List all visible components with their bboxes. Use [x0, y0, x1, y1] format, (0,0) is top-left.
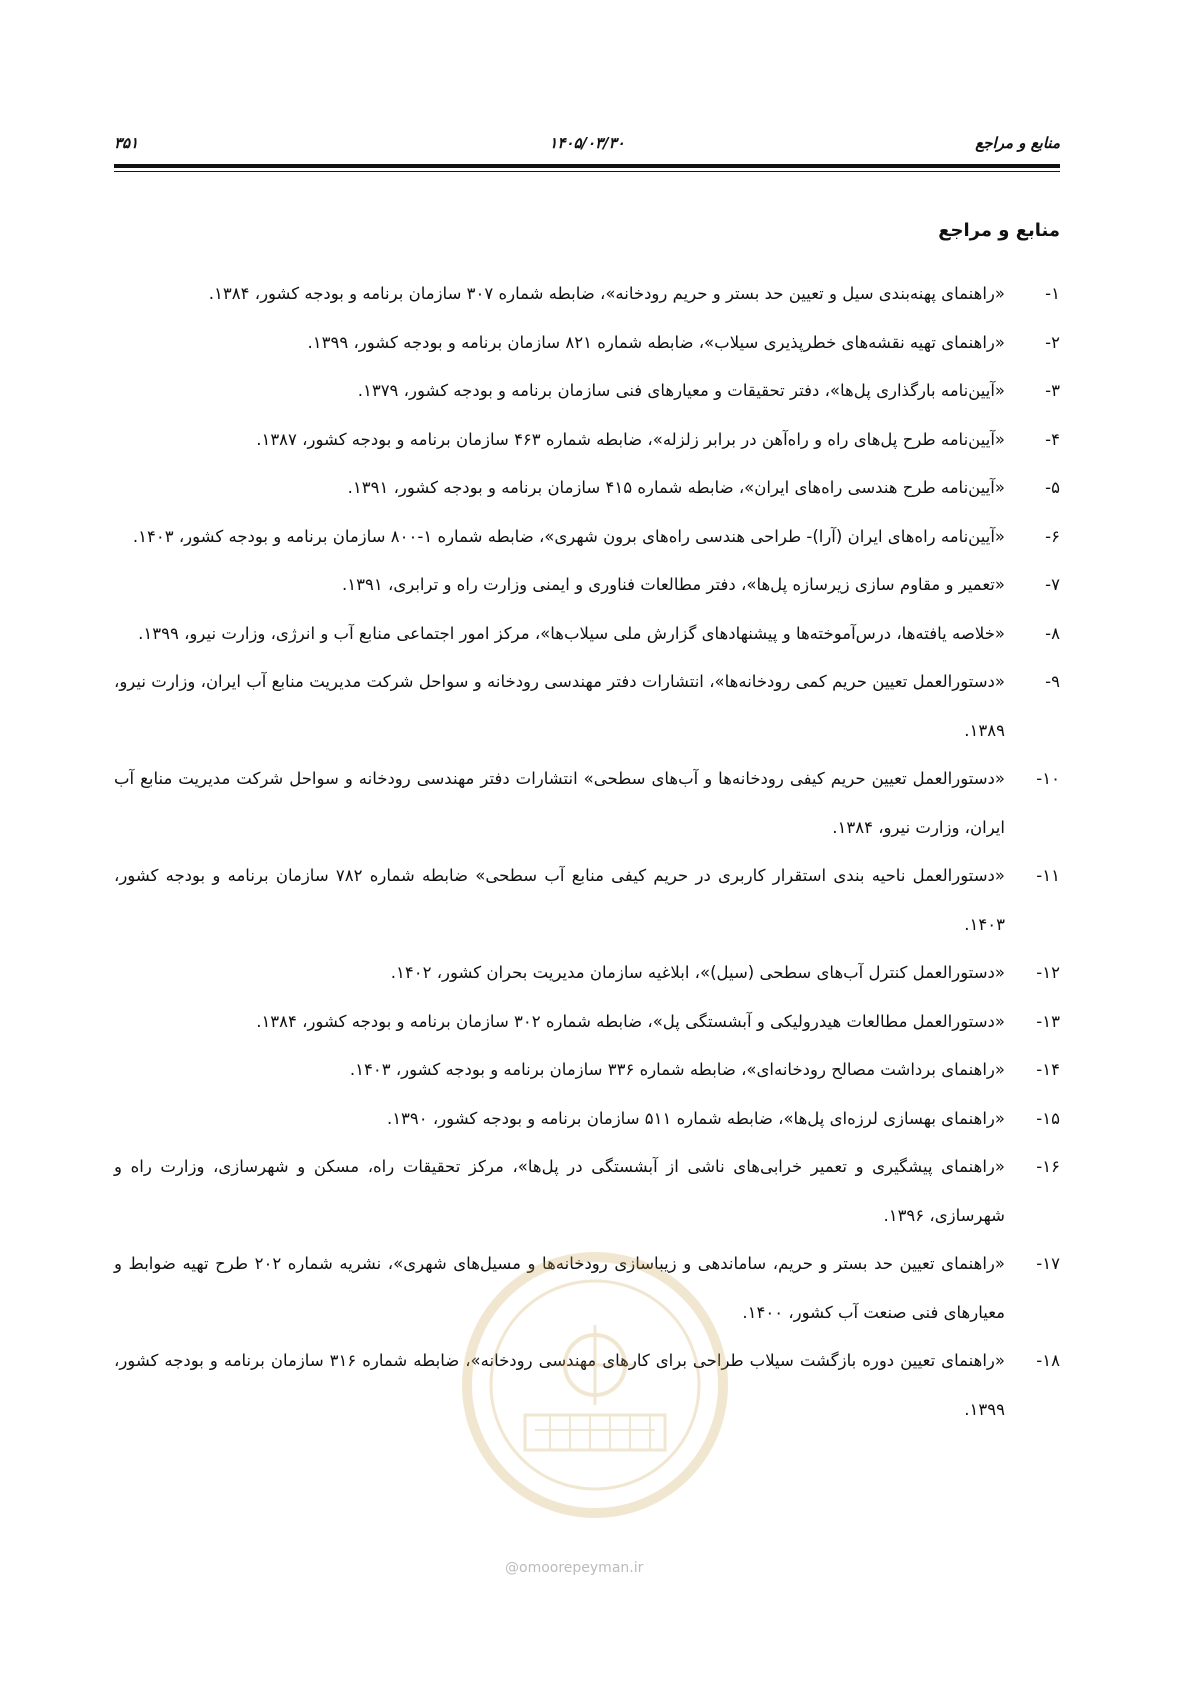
reference-text: «دستورالعمل تعیین حریم کمی رودخانه‌ها»، انتشارات دفتر مهندسی رودخانه و سواحل شرکت مدیریت منابع آب ایران، وزارت نیرو، ۱۳۸۹.	[114, 672, 1005, 740]
section-title: منابع و مراجع	[938, 220, 1060, 241]
reference-number: ۱۱-	[1036, 866, 1060, 885]
reference-number: ۱۲-	[1036, 963, 1060, 982]
reference-text: «راهنمای بهسازی لرزه‌ای پل‌ها»، ضابطه شماره ۵۱۱ سازمان برنامه و بودجه کشور، ۱۳۹۰.	[386, 1108, 1005, 1128]
reference-item	[114, 1143, 1060, 1240]
reference-text: «راهنمای برداشت مصالح رودخانه‌ای»، ضابطه شماره ۳۳۶ سازمان برنامه و بودجه کشور، ۱۴۰۳.	[349, 1060, 1005, 1079]
page-header	[114, 128, 1060, 158]
reference-text: «آیین‌نامه راه‌های ایران (آرا)- طراحی هندسی راه‌های برون شهری»، ضابطه شماره ۱-۸۰۰ سازمان برنامه و بودجه کشور، ۱۴۰۳.	[132, 526, 1005, 546]
reference-item	[114, 658, 1060, 755]
header-date: ۱۴۰۵/۰۳/۳۰	[549, 134, 625, 152]
reference-number: ۱۳-	[1036, 1011, 1060, 1031]
watermark-text: @omoorepeyman.ir	[505, 1560, 644, 1576]
header-rule-thin	[114, 171, 1060, 172]
reference-text: «تعمیر و مقاوم سازی زیرسازه پل‌ها»، دفتر مطالعات فناوری و ایمنی وزارت راه و ترابری، ۱۳۹۱.	[342, 575, 1005, 594]
reference-number: ۶-	[1045, 526, 1060, 546]
reference-text: «آیین‌نامه طرح پل‌های راه و راه‌آهن در برابر زلزله»، ضابطه شماره ۴۶۳ سازمان برنامه و بودجه کشور، ۱۳۸۷.	[256, 429, 1005, 449]
reference-number: ۹-	[1045, 672, 1060, 691]
reference-number: ۱-	[1045, 284, 1060, 303]
reference-item	[114, 561, 1060, 610]
reference-number: ۳-	[1045, 381, 1060, 400]
reference-item	[114, 755, 1060, 852]
reference-text: «دستورالعمل ناحیه بندی استقرار کاربری در حریم کیفی منابع آب سطحی» ضابطه شماره ۷۸۲ سازمان برنامه و بودجه کشور، ۱۴۰۳.	[114, 866, 1005, 934]
reference-number: ۱۰-	[1036, 769, 1060, 788]
reference-text: «راهنمای تعیین حد بستر و حریم، ساماندهی و زیباسازی رودخانه‌ها و مسیل‌های شهری»، نشریه شماره ۲۰۲ طرح تهیه ضوابط و معیارهای فنی صنعت آب کشور، ۱۴۰۰.	[114, 1254, 1005, 1322]
reference-item	[114, 513, 1060, 562]
reference-text: «راهنمای پهنه‌بندی سیل و تعیین حد بستر و حریم رودخانه»، ضابطه شماره ۳۰۷ سازمان برنامه و بودجه کشور، ۱۳۸۴.	[208, 284, 1005, 303]
reference-number: ۱۸-	[1036, 1351, 1060, 1370]
reference-number: ۷-	[1045, 575, 1060, 594]
reference-text: «آیین‌نامه بارگذاری پل‌ها»، دفتر تحقیقات و معیارهای فنی سازمان برنامه و بودجه کشور، ۱۳۷۹.	[357, 381, 1005, 400]
reference-text: «آیین‌نامه طرح هندسی راه‌های ایران»، ضابطه شماره ۴۱۵ سازمان برنامه و بودجه کشور، ۱۳۹۱.	[347, 478, 1005, 497]
page-number: ۳۵۱	[114, 134, 139, 152]
reference-number: ۴-	[1045, 429, 1060, 449]
reference-number: ۱۷-	[1036, 1254, 1060, 1273]
reference-item	[114, 998, 1060, 1047]
reference-item	[114, 270, 1060, 319]
reference-number: ۱۶-	[1036, 1157, 1060, 1176]
reference-text: «دستورالعمل مطالعات هیدرولیکی و آبشستگی پل»، ضابطه شماره ۳۰۲ سازمان برنامه و بودجه کشور، ۱۳۸۴.	[256, 1011, 1005, 1031]
reference-text: «دستورالعمل تعیین حریم کیفی رودخانه‌ها و آب‌های سطحی» انتشارات دفتر مهندسی رودخانه و سواحل شرکت مدیریت منابع آب ایران، وزارت نیرو، ۱۳۸۴.	[114, 769, 1005, 837]
publisher-seal-watermark	[455, 1245, 735, 1525]
reference-item	[114, 416, 1060, 465]
reference-text: «راهنمای تعیین دوره بازگشت سیلاب طراحی برای کارهای مهندسی رودخانه»، ضابطه شماره ۳۱۶ سازمان برنامه و بودجه کشور، ۱۳۹۹.	[114, 1351, 1005, 1419]
reference-text: «راهنمای پیشگیری و تعمیر خرابی‌های ناشی از آبشستگی در پل‌ها»، مرکز تحقیقات راه، مسکن و شهرسازی، وزارت راه و شهرسازی، ۱۳۹۶.	[114, 1157, 1005, 1225]
reference-text: «دستورالعمل کنترل آب‌های سطحی (سیل)»، ابلاغیه سازمان مدیریت بحران کشور، ۱۴۰۲.	[390, 963, 1005, 982]
reference-item	[114, 319, 1060, 368]
reference-text: «راهنمای تهیه نقشه‌های خطرپذیری سیلاب»، ضابطه شماره ۸۲۱ سازمان برنامه و بودجه کشور، ۱۳۹۹.	[307, 332, 1005, 352]
reference-number: ۱۴-	[1036, 1060, 1060, 1079]
reference-number: ۱۵-	[1036, 1108, 1060, 1128]
reference-item	[114, 610, 1060, 659]
reference-item	[114, 852, 1060, 949]
header-rule-thick	[114, 164, 1060, 168]
reference-number: ۲-	[1045, 332, 1060, 352]
reference-item	[114, 1046, 1060, 1095]
reference-item	[114, 1095, 1060, 1144]
reference-number: ۵-	[1045, 478, 1060, 497]
reference-item	[114, 464, 1060, 513]
reference-text: «خلاصه یافته‌ها، درس‌آموخته‌ها و پیشنهادهای گزارش ملی سیلاب‌ها»، مرکز امور اجتماعی منابع آب و انرژی، وزارت نیرو، ۱۳۹۹.	[138, 623, 1005, 643]
running-title: منابع و مراجع	[975, 134, 1060, 152]
reference-item	[114, 949, 1060, 998]
reference-item	[114, 367, 1060, 416]
reference-number: ۸-	[1045, 623, 1060, 643]
